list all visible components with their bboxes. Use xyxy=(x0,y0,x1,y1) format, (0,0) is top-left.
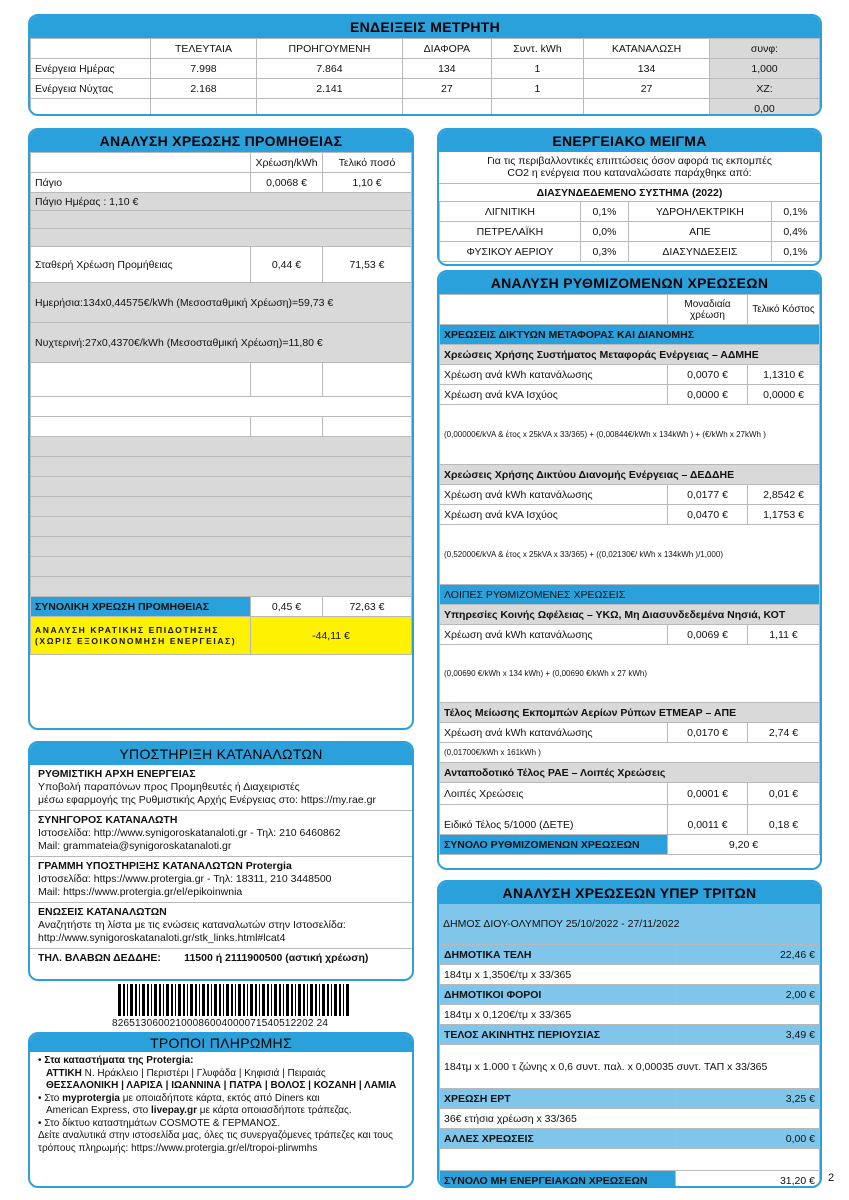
payment-title: ΤΡΟΠΟΙ ΠΛΗΡΩΜΗΣ xyxy=(30,1034,412,1052)
payment-info: Δείτε αναλυτικά στην ιστοσελίδα μας, όλες τις συνεργαζόμενες τράπεζες και τους τρόπους πληρωμής: https://www.protergia.gr/el/tropoi-plirwmhs xyxy=(38,1130,393,1154)
barcode-bar xyxy=(339,984,341,1016)
energy-mix-panel: ΕΝΕΡΓΕΙΑΚΟ ΜΕΙΓΜΑ Για τις περιβαλλοντικές επιπτώσεις όσον αφορά τις εκπομπές CO2 η ενέργεια που καταναλώσατε παράχθηκε από: ΔΙΑΣΥΝΔΕΔΕΜΕΝΟ ΣΥΣΤΗΜΑ (2022) ΛΙΓΝΙΤΙΚΗ 0,1% ΥΔΡΟΗΛΕΚΤΡΙΚΗ 0,1% ΠΕΤΡΕΛΑΪΚΗ 0,0% ΑΠΕ 0,4% ΦΥΣΙΚΟΥ ΑΕΡΙΟΥ 0,3% ΔΙΑΣΥΝΔΕΣΕΙΣ 0,1% xyxy=(437,128,822,266)
barcode-bar xyxy=(151,984,152,1016)
barcode-bar xyxy=(334,984,337,1016)
supply-total-row: ΣΥΝΟΛΙΚΗ ΧΡΕΩΣΗ ΠΡΟΜΗΘΕΙΑΣ 0,45 € 72,63 € xyxy=(31,597,412,617)
barcode-bar xyxy=(343,984,344,1016)
barcode-bar xyxy=(331,984,332,1016)
barcode-bar xyxy=(139,984,140,1016)
barcode-bar xyxy=(286,984,289,1016)
barcode-bar xyxy=(199,984,200,1016)
regulated-title: ΑΝΑΛΥΣΗ ΡΥΘΜΙΖΟΜΕΝΩΝ ΧΡΕΩΣΕΩΝ xyxy=(439,272,820,294)
barcode-bar xyxy=(123,984,125,1016)
barcode-bar xyxy=(307,984,308,1016)
barcode-bar xyxy=(127,984,128,1016)
barcode-bar xyxy=(163,984,164,1016)
barcode-bar xyxy=(159,984,161,1016)
barcode-bar xyxy=(175,984,176,1016)
barcode-bar xyxy=(346,984,349,1016)
payment-cosmote: • Στο δίκτυο καταστημάτων COSMOTE & ΓΕΡΜΑΝΟΣ. xyxy=(38,1117,281,1129)
barcode-bar xyxy=(247,984,248,1016)
barcode-bar xyxy=(135,984,137,1016)
barcode-bar xyxy=(298,984,301,1016)
barcode-bar xyxy=(267,984,269,1016)
barcode-bar xyxy=(231,984,233,1016)
third-party-total-row: ΣΥΝΟΛΟ ΜΗ ΕΝΕΡΓΕΙΑΚΩΝ ΧΡΕΩΣΕΩΝ 31,20 € xyxy=(440,1171,820,1189)
barcode-bar xyxy=(315,984,317,1016)
barcode-bar xyxy=(154,984,157,1016)
barcode xyxy=(118,984,350,1016)
barcode-bar xyxy=(219,984,221,1016)
barcode-bar xyxy=(291,984,293,1016)
support-panel xyxy=(28,741,414,981)
third-party-panel xyxy=(437,880,822,1188)
table-row: ΠΕΤΡΕΛΑΪΚΗ 0,0% ΑΠΕ 0,4% xyxy=(440,222,820,242)
protergia-support-section: ΓΡΑΜΜΗ ΥΠΟΣΤΗΡΙΞΗΣ ΚΑΤΑΝΑΛΩΤΩΝ Protergia Ιστοσελίδα: https://www.protergia.gr - Τηλ: 18311, 210 3448500 Mail: https://www.protergia.gr/el/epikoinwnia xyxy=(30,857,412,903)
rae-section: ΡΥΘΜΙΣΤΙΚΗ ΑΡΧΗ ΕΝΕΡΓΕΙΑΣ Υποβολή παραπόνων προς Προμηθευτές ή Διαχειριστές μέσω εφαρμογής της Ρυθμιστικής Αρχής Ενέργειας στο: https://my.rae.gr xyxy=(30,765,412,811)
third-party-table: ΔΗΜΟΤΙΚΑ ΤΕΛΗ 22,46 € 184τμ x 1,350€/τμ x 33/365 ΔΗΜΟΤΙΚΟΙ ΦΟΡΟΙ 2,00 € 184τμ x 0,120€/τμ x 33/365 ΤΕΛΟΣ ΑΚΙΝΗΤΗΣ ΠΕΡΙΟΥΣΙΑΣ 3,49 € 184τμ x 1.000 τ ζώνης x 0,6 συντ. παλ. x 0,00035 συντ. ΤΑΠ x 33/365 ΧΡΕΩΣΗ ΕΡΤ 3,25 € 36€ ετήσια χρέωση x 33/365 ΑΛΛΕΣ ΧΡΕΩΣΕΙΣ 0,00 € ΣΥΝΟΛΟ ΜΗ ΕΝΕΡΓΕΙΑΚΩΝ ΧΡΕΩΣΕΩΝ 31,20 € xyxy=(439,944,820,1188)
barcode-bar xyxy=(319,984,320,1016)
supply-panel xyxy=(28,128,414,730)
payment-stores: • Στα καταστήματα της Protergia: xyxy=(38,1055,194,1066)
barcode-bar xyxy=(226,984,229,1016)
barcode-bar xyxy=(223,984,224,1016)
barcode-bar xyxy=(295,984,296,1016)
barcode-bar xyxy=(187,984,188,1016)
energy-mix-table xyxy=(439,201,820,262)
table-row: Ενέργεια Νύχτας 2.168 2.141 27 1 27 ΧΖ: xyxy=(31,79,820,99)
barcode-bar xyxy=(130,984,133,1016)
table-row: 0,00 xyxy=(31,99,820,117)
third-party-period: ΔΗΜΟΣ ΔΙΟΥ-ΟΛΥΜΠΟΥ 25/10/2022 - 27/11/2022 xyxy=(439,904,820,944)
barcode-bar xyxy=(214,984,217,1016)
meter-panel xyxy=(28,14,822,116)
barcode-number: 82651306002100086004000071540512202 24 xyxy=(112,1018,329,1029)
barcode-bar xyxy=(171,984,173,1016)
barcode-bar xyxy=(279,984,281,1016)
page-number: 2 xyxy=(828,1172,835,1184)
barcode-bar xyxy=(283,984,284,1016)
meter-table: ΤΕΛΕΥΤΑΙΑ ΠΡΟΗΓΟΥΜΕΝΗ ΔΙΑΦΟΡΑ Συντ. kWh ΚΑΤΑΝΑΛΩΣΗ συνφ: Ενέργεια Ημέρας 7.998 7.864 134 1 134 1,000 Ενέργεια Νύχτας 2.168 2.141 27 1 27 ΧΖ: 0,00 xyxy=(30,38,820,116)
barcode-bar xyxy=(142,984,145,1016)
barcode-bar xyxy=(207,984,209,1016)
table-row: ΛΙΓΝΙΤΙΚΗ 0,1% ΥΔΡΟΗΛΕΚΤΡΙΚΗ 0,1% xyxy=(440,202,820,222)
barcode-bar xyxy=(202,984,205,1016)
barcode-bar xyxy=(259,984,260,1016)
barcode-bar xyxy=(310,984,313,1016)
barcode-bar xyxy=(327,984,329,1016)
barcode-bar xyxy=(243,984,245,1016)
supply-title: ΑΝΑΛΥΣΗ ΧΡΕΩΣΗΣ ΠΡΟΜΗΘΕΙΑΣ xyxy=(30,130,412,152)
barcode-bar xyxy=(190,984,193,1016)
barcode-bar xyxy=(235,984,236,1016)
ombudsman-section: ΣΥΝΗΓΟΡΟΣ ΚΑΤΑΝΑΛΩΤΗ Ιστοσελίδα: http://www.synigoroskatanaloti.gr - Τηλ: 210 6460862 Mail: grammateia@synigoroskatanaloti.gr xyxy=(30,811,412,857)
regulated-panel xyxy=(437,270,822,870)
barcode-bar xyxy=(178,984,181,1016)
meter-title: ΕΝΔΕΙΞΕΙΣ ΜΕΤΡΗΤΗ xyxy=(30,16,820,38)
consumer-unions-section: ΕΝΩΣΕΙΣ ΚΑΤΑΝΑΛΩΤΩΝ Αναζητήστε τη λίστα με τις ενώσεις καταναλωτών στην Ιστοσελίδα: http://www.synigoroskatanaloti.gr/stk_links.html#lcat4 xyxy=(30,903,412,949)
barcode-bar xyxy=(274,984,277,1016)
barcode-bar xyxy=(147,984,149,1016)
barcode-bar xyxy=(211,984,212,1016)
third-party-title: ΑΝΑΛΥΣΗ ΧΡΕΩΣΕΩΝ ΥΠΕΡ ΤΡΙΤΩΝ xyxy=(439,882,820,904)
breakdown-phone: ΤΗΛ. ΒΛΑΒΩΝ ΔΕΔΔΗΕ: 11500 ή 2111900500 (αστική χρέωση) xyxy=(38,952,369,964)
barcode-bar xyxy=(183,984,185,1016)
barcode-bar xyxy=(195,984,197,1016)
subsidy-row: ΑΝΑΛΥΣΗ ΚΡΑΤΙΚΗΣ ΕΠΙΔΟΤΗΣΗΣ (ΧΩΡΙΣ ΕΞΟΙΚΟΝΟΜΗΣΗ ΕΝΕΡΓΕΙΑΣ) -44,11 € xyxy=(31,617,412,655)
payment-online: • Στο myprotergia με οποιαδήποτε κάρτα, εκτός από Diners και xyxy=(38,1092,320,1104)
energy-mix-title: ΕΝΕΡΓΕΙΑΚΟ ΜΕΙΓΜΑ xyxy=(439,130,820,152)
barcode-bar xyxy=(271,984,272,1016)
barcode-bar xyxy=(238,984,241,1016)
support-title: ΥΠΟΣΤΗΡΙΞΗ ΚΑΤΑΝΑΛΩΤΩΝ xyxy=(30,743,412,765)
barcode-bar xyxy=(118,984,121,1016)
supply-table: Χρέωση/kWh Τελικό ποσό Πάγιο 0,0068 € 1,10 € Πάγιο Ημέρας : 1,10 € Σταθερή Χρέωση Προμήθειας 0,44 € 71,53 € Ημερήσια:134x0,44575€/kWh (Μεσοσταθμική Χρέωση)=59,73 € Νυχτερινή:27x0,4370€/kWh (Μεσοσταθμική Χρέωση)=11,80 € ΣΥΝΟΛΙΚΗ ΧΡΕΩΣΗ ΠΡΟΜΗΘΕΙΑΣ 0,45 € 72,63 € ΑΝΑΛΥΣΗ ΚΡΑΤΙΚΗΣ ΕΠΙΔΟΤΗΣΗΣ (ΧΩΡΙΣ ΕΞΟΙΚΟΝΟΜΗΣΗ ΕΝΕΡΓΕΙΑΣ) -44,11 € xyxy=(30,152,412,655)
barcode-bar xyxy=(303,984,305,1016)
table-row: ΦΥΣΙΚΟΥ ΑΕΡΙΟΥ 0,3% ΔΙΑΣΥΝΔΕΣΕΙΣ 0,1% xyxy=(440,242,820,262)
regulated-total-row: ΣΥΝΟΛΟ ΡΥΘΜΙΖΟΜΕΝΩΝ ΧΡΕΩΣΕΩΝ 9,20 € xyxy=(440,835,820,855)
table-row: Ενέργεια Ημέρας 7.998 7.864 134 1 134 1,000 xyxy=(31,59,820,79)
barcode-bar xyxy=(255,984,257,1016)
barcode-bar xyxy=(322,984,325,1016)
barcode-bar xyxy=(166,984,169,1016)
regulated-table: Μοναδιαία χρέωση Τελικό Κόστος ΧΡΕΩΣΕΙΣ ΔΙΚΤΥΩΝ ΜΕΤΑΦΟΡΑΣ ΚΑΙ ΔΙΑΝΟΜΗΣ Χρεώσεις Χρήσης Συστήματος Μεταφοράς Ενέργειας – ΑΔΜΗΕ Χρέωση ανά kWh κατανάλωσης 0,0070 € 1,1310 € Χρέωση ανά kVA Ισχύος 0,0000 € 0,0000 € (0,00000€/kVA & έτος x 25kVA x 33/365) + (0,00844€/kWh x 134kWh ) + (€/kWh x 27kWh ) Χρεώσεις Χρήσης Δικτύου Διανομής Ενέργειας – ΔΕΔΔΗΕ Χρέωση ανά kWh κατανάλωσης 0,0177 € 2,8542 € Χρέωση ανά kVA Ισχύος 0,0470 € 1,1753 € (0,52000€/kVA & έτος x 25kVA x 33/365) + ((0,02130€/ kWh x 134kWh )/1,000) ΛΟΙΠΕΣ ΡΥΘΜΙΖΟΜΕΝΕΣ ΧΡΕΩΣΕΙΣ Υπηρεσίες Κοινής Ωφέλειας – ΥΚΩ, Μη Διασυνδεδεμένα Νησιά, ΚΟΤ Χρέωση ανά kWh κατανάλωσης 0,0069 € 1,11 € (0,00690 €/kWh x 134 kWh) + (0,00690 €/kWh x 27 kWh) Τέλος Μείωσης Εκπομπών Αερίων Ρύπων ΕΤΜΕΑΡ – ΑΠΕ Χρέωση ανά kWh κατανάλωσης 0,0170 € 2,74 € (0,01700€/kWh x 161kWh ) Ανταποδοτικό Τέλος ΡΑΕ – Λοιπές Χρεώσεις Λοιπές Χρεώσεις 0,0001 € 0,01 € Ειδικό Τέλος 5/1000 (ΔΕΤΕ) 0,0011 € 0,18 € ΣΥΝΟΛΟ ΡΥΘΜΙΖΟΜΕΝΩΝ ΧΡΕΩΣΕΩΝ 9,20 € xyxy=(439,294,820,855)
barcode-bar xyxy=(262,984,265,1016)
barcode-bar xyxy=(250,984,253,1016)
payment-panel: ΤΡΟΠΟΙ ΠΛΗΡΩΜΗΣ • Στα καταστήματα της Protergia: ΑΤΤΙΚΗ Ν. Ηράκλειο | Περιστέρι | Γλυφάδα | Κηφισιά | Πειραιάς ΘΕΣΣΑΛΟΝΙΚΗ | ΛΑΡΙΣΑ | ΙΩΑΝΝΙΝΑ | ΠΑΤΡΑ | ΒΟΛΟΣ | ΚΟΖΑΝΗ | ΛΑΜΙΑ • Στο myprotergia με οποιαδήποτε κάρτα, εκτός από Diners και American Express, στο livepay.gr με κάρτα οποιασδήποτε τράπεζας. • Στο δίκτυο καταστημάτων COSMOTE & ΓΕΡΜΑΝΟΣ. Δείτε αναλυτικά στην ιστοσελίδα μας, όλες τις συνεργαζόμενες τράπεζες και τους τρόπους πληρωμής: https://www.protergia.gr/el/tropoi-plirwmhs xyxy=(28,1032,414,1188)
